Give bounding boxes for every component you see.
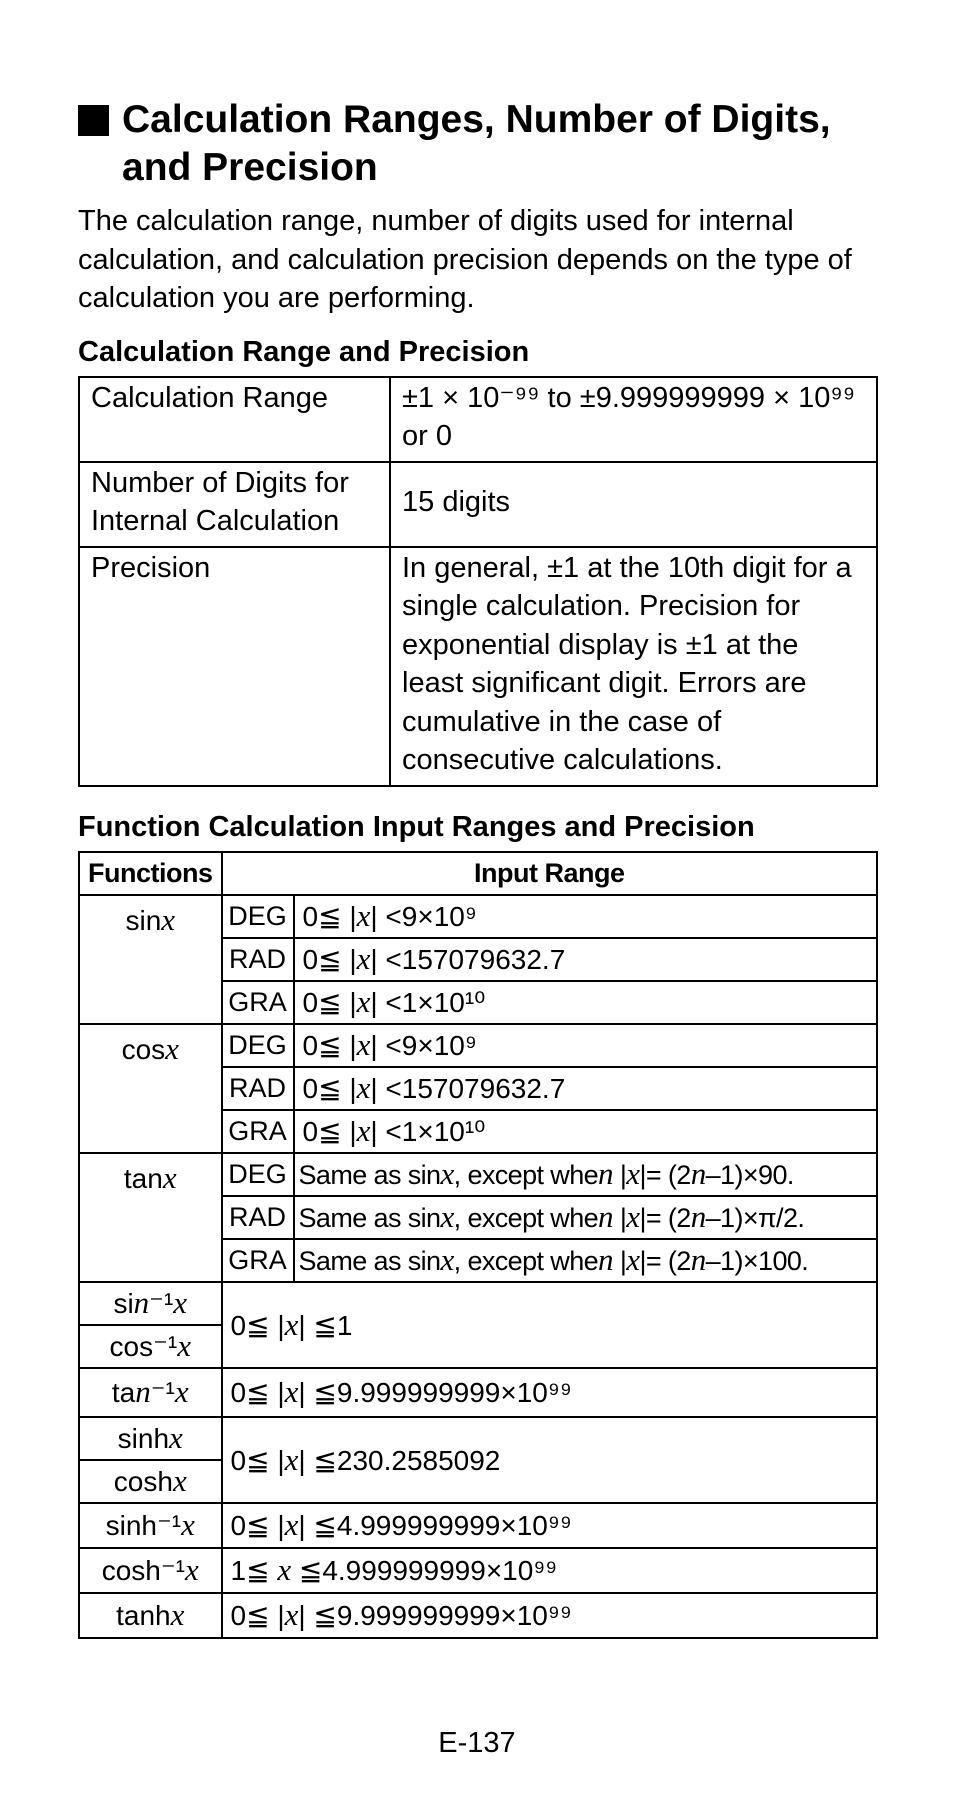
table-header-row bbox=[79, 852, 877, 895]
unit-gra: GRA bbox=[222, 1110, 294, 1153]
row-label: Number of Digits for Internal Calculation bbox=[79, 462, 390, 547]
table-row bbox=[79, 1503, 877, 1548]
table-row bbox=[79, 1282, 877, 1325]
table-row bbox=[79, 1548, 877, 1593]
function-tanh: tanhx bbox=[79, 1593, 222, 1638]
intro-paragraph: The calculation range, number of digits used for internal calculation, and calculation precision depends on the type of calculation you are performing. bbox=[78, 205, 852, 314]
unit-deg: DEG bbox=[222, 895, 294, 938]
section-heading bbox=[78, 96, 878, 192]
heading-text: Calculation Ranges, Number of Digits, and Precision bbox=[122, 98, 831, 189]
table-row bbox=[79, 1368, 877, 1417]
functions-header: Functions bbox=[79, 852, 222, 895]
table-row bbox=[79, 462, 877, 547]
unit-rad: RAD bbox=[222, 938, 294, 981]
range-value: 0≦ |x| <157079632.7 bbox=[294, 1067, 878, 1110]
function-acos: cos⁻¹x bbox=[79, 1325, 222, 1368]
row-value: ±1 × 10⁻⁹⁹ to ±9.999999999 × 10⁹⁹ or 0 bbox=[390, 377, 877, 462]
range-value: 0≦ |x| ≦9.999999999×10⁹⁹ bbox=[222, 1593, 878, 1638]
input-range-header: Input Range bbox=[222, 852, 878, 895]
range-value: 0≦ |x| ≦1 bbox=[222, 1282, 878, 1368]
range-precision-title: Calculation Range and Precision bbox=[78, 335, 530, 368]
table-row bbox=[79, 895, 877, 938]
range-value: Same as sinx, except when |x|= (2n–1)×π/2. bbox=[294, 1196, 878, 1239]
table-row bbox=[79, 547, 877, 786]
range-value: Same as sinx, except when |x|= (2n–1)×100. bbox=[294, 1239, 878, 1282]
function-sin: sinx bbox=[79, 895, 222, 1024]
table-row bbox=[79, 377, 877, 462]
function-sinh: sinhx bbox=[79, 1417, 222, 1460]
range-value: 0≦ |x| <9×10⁹ bbox=[294, 1024, 878, 1067]
row-label: Precision bbox=[79, 547, 390, 786]
page-number: E-137 bbox=[438, 1727, 516, 1759]
range-value: 1≦ x ≦4.999999999×10⁹⁹ bbox=[222, 1548, 878, 1593]
unit-rad: RAD bbox=[222, 1196, 294, 1239]
range-value: 0≦ |x| <157079632.7 bbox=[294, 938, 878, 981]
function-asinh: sinh⁻¹x bbox=[79, 1503, 222, 1548]
square-bullet-icon bbox=[78, 105, 109, 136]
row-value: 15 digits bbox=[390, 462, 877, 547]
range-value: 0≦ |x| <1×10¹⁰ bbox=[294, 981, 878, 1024]
range-value: 0≦ |x| <1×10¹⁰ bbox=[294, 1110, 878, 1153]
table-row bbox=[79, 1593, 877, 1638]
range-precision-table bbox=[78, 376, 878, 787]
row-value: In general, ±1 at the 10th digit for a single calculation. Precision for exponential display is ±1 at the least significant digit. Errors are cumulative in the case of consecutive calculations. bbox=[390, 547, 877, 786]
range-value: 0≦ |x| ≦230.2585092 bbox=[222, 1417, 878, 1503]
function-acosh: cosh⁻¹x bbox=[79, 1548, 222, 1593]
unit-gra: GRA bbox=[222, 1239, 294, 1282]
row-label: Calculation Range bbox=[79, 377, 390, 462]
function-cos: cosx bbox=[79, 1024, 222, 1153]
manual-page bbox=[78, 96, 878, 1639]
function-tan: tanx bbox=[79, 1153, 222, 1282]
range-value: 0≦ |x| ≦4.999999999×10⁹⁹ bbox=[222, 1503, 878, 1548]
unit-deg: DEG bbox=[222, 1153, 294, 1196]
function-ranges-title: Function Calculation Input Ranges and Precision bbox=[78, 810, 755, 843]
function-ranges-table bbox=[78, 851, 878, 1639]
range-value: 0≦ |x| ≦9.999999999×10⁹⁹ bbox=[222, 1368, 878, 1417]
table-row bbox=[79, 1024, 877, 1067]
range-value: 0≦ |x| <9×10⁹ bbox=[294, 895, 878, 938]
range-value: Same as sinx, except when |x|= (2n–1)×90. bbox=[294, 1153, 878, 1196]
function-asin: sin⁻¹x bbox=[79, 1282, 222, 1325]
table-row bbox=[79, 1153, 877, 1196]
unit-rad: RAD bbox=[222, 1067, 294, 1110]
function-atan: tan⁻¹x bbox=[79, 1368, 222, 1417]
function-cosh: coshx bbox=[79, 1460, 222, 1503]
unit-deg: DEG bbox=[222, 1024, 294, 1067]
unit-gra: GRA bbox=[222, 981, 294, 1024]
table-row bbox=[79, 1417, 877, 1460]
